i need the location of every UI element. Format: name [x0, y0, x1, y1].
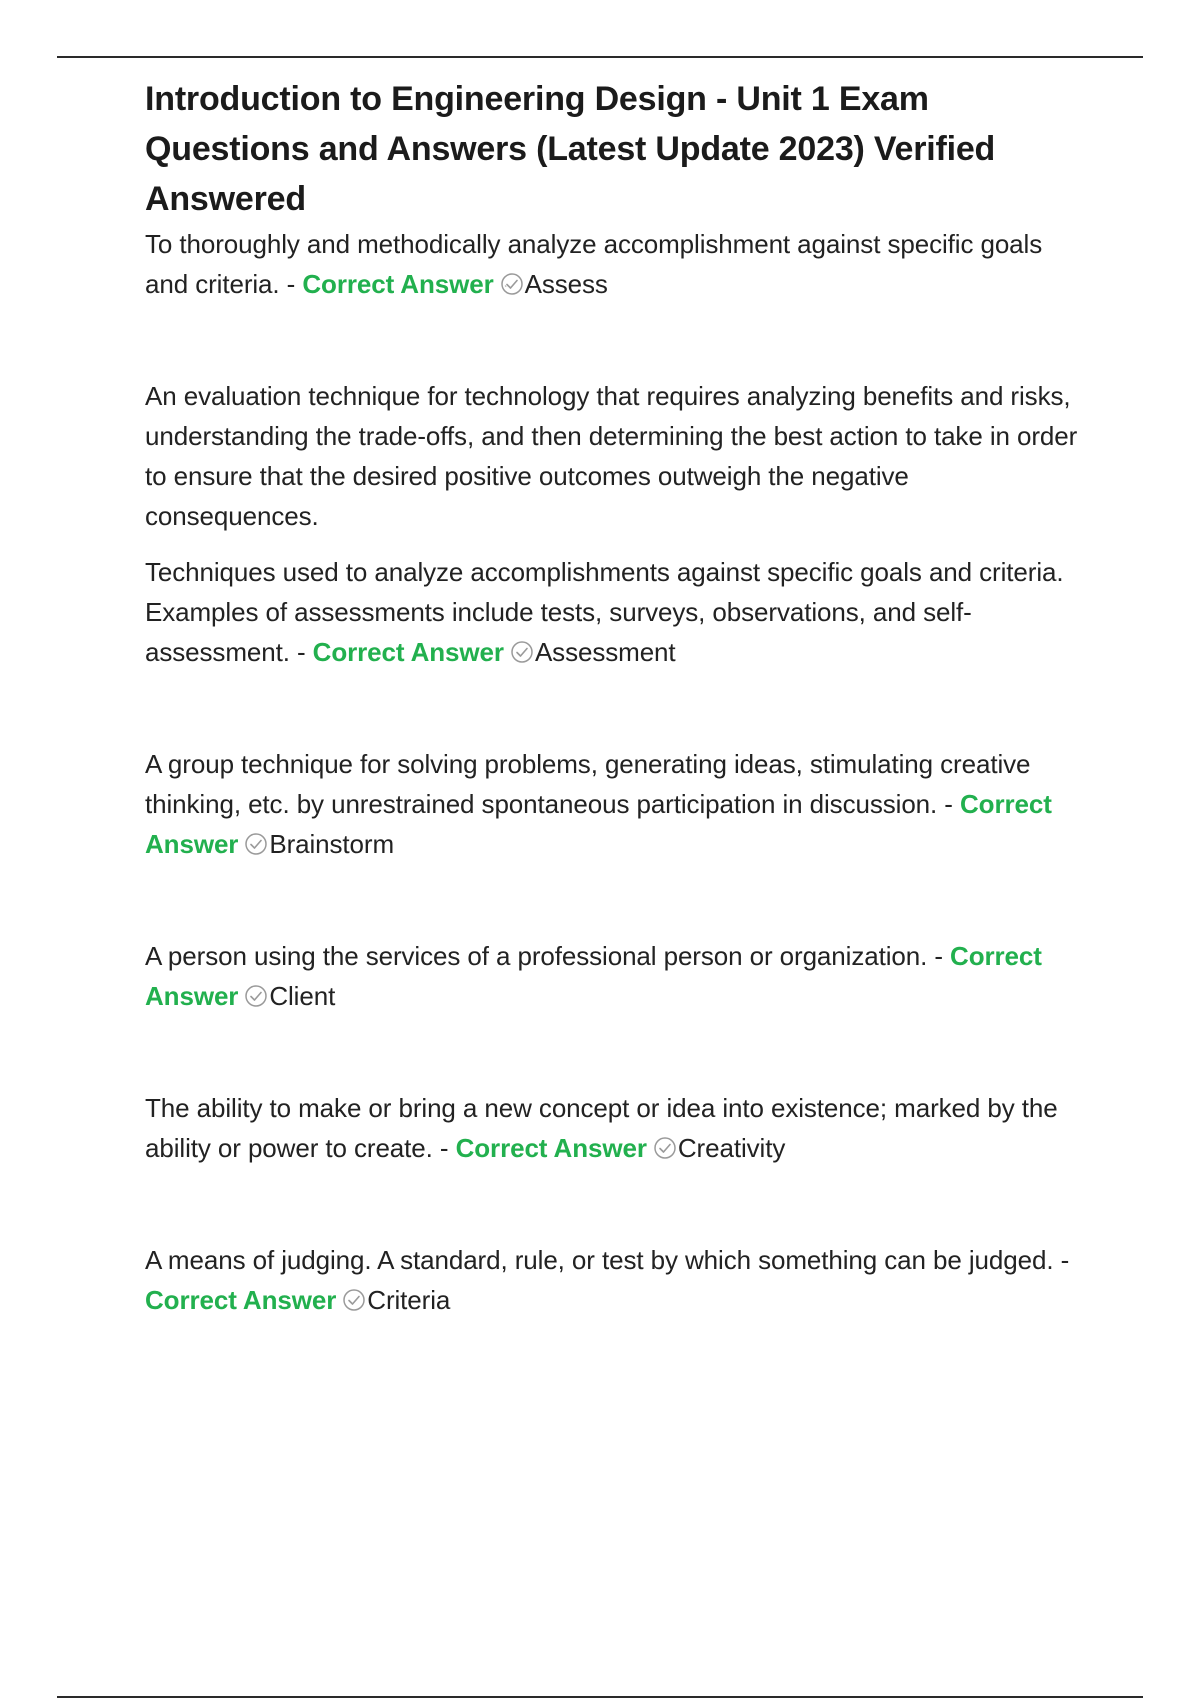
correct-answer-label: Correct Answer — [145, 789, 1052, 859]
answer-text: Client — [269, 981, 336, 1011]
separator: - — [937, 789, 960, 819]
separator: - — [927, 941, 951, 971]
document-body — [145, 74, 1085, 1320]
answer-text: Assess — [524, 269, 608, 299]
question-text: A means of judging. A standard, rule, or test by which something can be judged. — [145, 1245, 1054, 1275]
document-title: Introduction to Engineering Design - Unit 1 Exam Questions and Answers (Latest Update 2023) Verified Answered — [145, 80, 996, 218]
qa-item — [145, 224, 1085, 304]
answer-text: Criteria — [367, 1285, 451, 1315]
separator: - — [1053, 1245, 1070, 1275]
correct-answer-label: Correct Answer — [302, 269, 494, 299]
qa-item — [145, 552, 1085, 672]
check-circle-icon — [500, 272, 524, 296]
separator: - — [289, 637, 313, 667]
question-text: A group technique for solving problems, generating ideas, stimulating creative thinking, etc. by unrestrained spontaneous participation in discussion. — [145, 749, 1031, 819]
question-text: A person using the services of a professional person or organization. — [145, 941, 928, 971]
answer-text: Creativity — [677, 1133, 786, 1163]
qa-item — [145, 1240, 1085, 1320]
bottom-divider — [57, 1696, 1143, 1698]
question-text: To thoroughly and methodically analyze accomplishment against specific goals and criteria. — [145, 229, 1043, 299]
question-text: An evaluation technique for technology that requires analyzing benefits and risks, understanding the trade-offs, and then determining the best action to take in order to ensure that the desired positive outcomes outweigh the negative consequences. — [145, 381, 1078, 531]
correct-answer-label: Correct Answer — [145, 941, 1042, 1011]
answer-text: Brainstorm — [269, 829, 395, 859]
qa-item — [145, 936, 1085, 1016]
question-text: Techniques used to analyze accomplishments against specific goals and criteria. Examples of assessments include tests, surveys, observations, and self-assessment. — [145, 557, 1064, 667]
check-circle-icon — [244, 832, 268, 856]
qa-item — [145, 1088, 1085, 1168]
answer-text: Assessment — [534, 637, 676, 667]
check-circle-icon — [510, 640, 534, 664]
separator: - — [432, 1133, 456, 1163]
question-text: The ability to make or bring a new concept or idea into existence; marked by the ability or power to create. — [145, 1093, 1058, 1163]
qa-item — [145, 376, 1085, 536]
separator: - — [279, 269, 303, 299]
correct-answer-label: Correct Answer — [455, 1133, 647, 1163]
top-divider — [57, 56, 1143, 58]
check-circle-icon — [342, 1288, 366, 1312]
check-circle-icon — [244, 984, 268, 1008]
qa-item — [145, 744, 1085, 864]
check-circle-icon — [653, 1136, 677, 1160]
correct-answer-label: Correct Answer — [145, 1285, 337, 1315]
correct-answer-label: Correct Answer — [312, 637, 504, 667]
